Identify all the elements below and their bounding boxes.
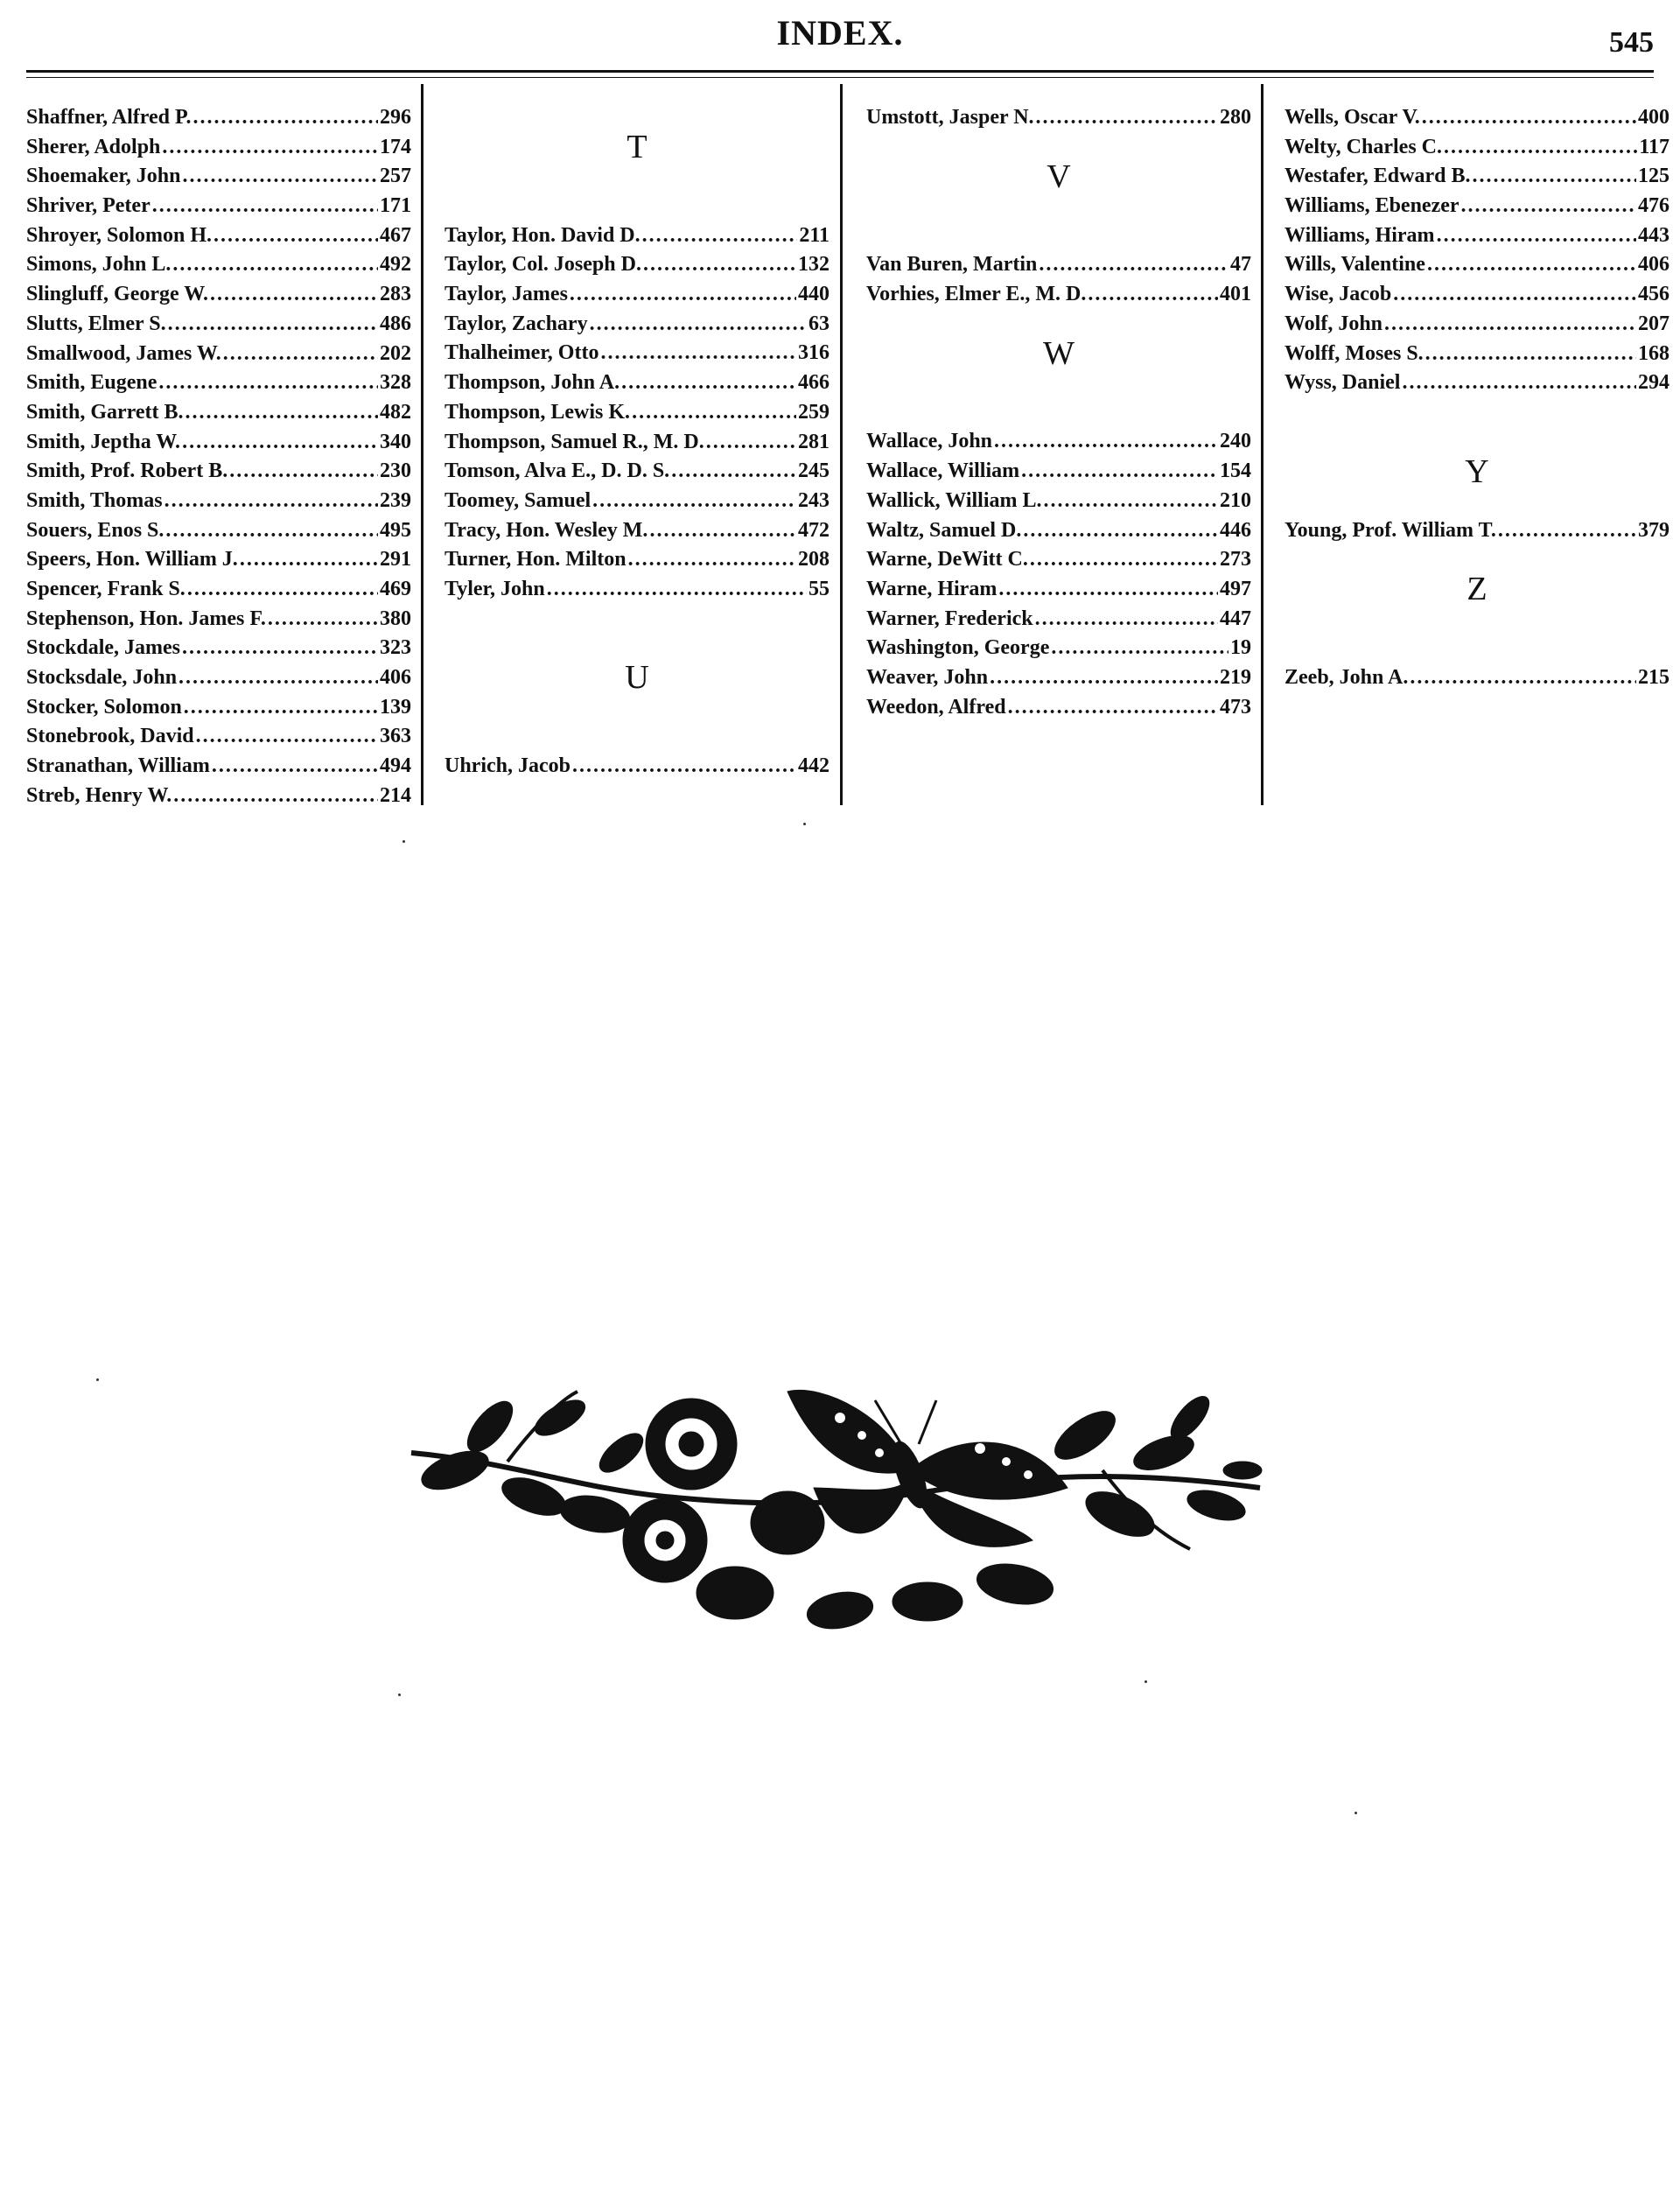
entry-name: Streb, Henry W. <box>26 783 172 807</box>
entry-name: Slingluff, George W. <box>26 283 209 306</box>
entry-name: Smith, Jeptha W. <box>26 430 181 453</box>
entry-page-number: 400 <box>1638 106 1670 129</box>
entry-page-number: 323 <box>380 636 411 660</box>
index-entry <box>26 545 411 575</box>
entry-name: Weaver, John <box>866 665 989 689</box>
leader-dots <box>164 487 378 516</box>
leader-dots <box>1008 693 1218 723</box>
index-entry <box>26 428 411 458</box>
leader-dots <box>1422 103 1636 133</box>
entry-name: Thalheimer, Otto <box>444 341 599 365</box>
column-divider <box>840 84 843 805</box>
entry-name: Williams, Hiram <box>1284 223 1435 247</box>
index-entry <box>1284 663 1670 693</box>
leader-dots <box>998 575 1218 605</box>
index-entry <box>444 545 830 575</box>
entry-name: Wyss, Daniel <box>1284 371 1401 395</box>
leader-dots <box>158 368 378 398</box>
entry-name: Stocker, Solomon <box>26 695 182 719</box>
entry-name: Shroyer, Solomon H. <box>26 223 213 247</box>
index-entry <box>866 103 1251 133</box>
entry-page-number: 380 <box>380 607 411 630</box>
leader-dots <box>990 663 1218 693</box>
entry-page-number: 208 <box>798 548 830 572</box>
entry-name: Smallwood, James W. <box>26 341 221 365</box>
index-entry <box>1284 280 1670 310</box>
entry-name: Wells, Oscar V. <box>1284 106 1420 129</box>
print-speck <box>1354 1812 1357 1814</box>
entry-page-number: 495 <box>380 518 411 542</box>
leader-dots <box>1393 280 1636 310</box>
entry-page-number: 486 <box>380 312 411 335</box>
entry-name: Wallace, William <box>866 459 1020 483</box>
index-entry <box>26 250 411 280</box>
leader-dots <box>165 516 378 546</box>
entry-page-number: 55 <box>808 577 830 600</box>
leader-dots <box>1425 340 1636 369</box>
index-entry <box>1284 162 1670 192</box>
leader-dots <box>192 103 378 133</box>
entry-name: Tyler, John <box>444 577 545 600</box>
entry-page-number: 239 <box>380 488 411 512</box>
section-letter: T <box>626 129 648 165</box>
entry-name: Uhrich, Jacob <box>444 754 570 777</box>
section-letter: W <box>1043 334 1074 372</box>
index-entry <box>26 516 411 546</box>
section-letter: V <box>1046 158 1071 195</box>
entry-page-number: 47 <box>1230 253 1251 277</box>
entry-page-number: 219 <box>1220 665 1251 689</box>
leader-dots <box>212 752 378 782</box>
index-entry <box>444 310 830 340</box>
index-entry <box>26 398 411 428</box>
entry-name: Slutts, Elmer S. <box>26 312 166 335</box>
leader-dots <box>229 457 378 487</box>
index-entry <box>866 457 1251 487</box>
entry-page-number: 168 <box>1638 341 1670 365</box>
print-speck <box>96 1378 99 1381</box>
index-entry <box>866 250 1251 280</box>
entry-name: Taylor, Hon. David D. <box>444 223 640 247</box>
entry-name: Smith, Garrett B. <box>26 400 184 424</box>
index-entry <box>444 428 830 458</box>
index-column-1 <box>26 103 411 811</box>
leader-dots <box>240 545 378 575</box>
index-entry <box>444 280 830 310</box>
entry-page-number: 154 <box>1220 459 1251 483</box>
leader-dots <box>1444 133 1637 163</box>
entry-page-number: 406 <box>1638 253 1670 277</box>
entry-page-number: 316 <box>798 341 830 365</box>
leader-dots <box>1410 663 1636 693</box>
entry-name: Stocksdale, John <box>26 666 178 690</box>
index-entry <box>866 280 1251 310</box>
entry-name: Van Buren, Martin <box>866 253 1038 277</box>
entry-page-number: 243 <box>798 488 830 512</box>
page-number: 545 <box>1609 26 1654 59</box>
leader-dots <box>590 310 807 340</box>
entry-page-number: 472 <box>798 518 830 542</box>
entry-name: Umstott, Jasper N. <box>866 106 1034 129</box>
entry-page-number: 245 <box>798 459 830 483</box>
index-entry <box>1284 250 1670 280</box>
print-speck <box>803 823 806 825</box>
entry-page-number: 240 <box>1220 430 1251 453</box>
index-entry <box>866 516 1251 546</box>
index-entry <box>866 634 1251 663</box>
leader-dots <box>621 368 796 398</box>
print-speck <box>398 1694 401 1696</box>
index-entry <box>1284 192 1670 221</box>
leader-dots <box>1088 280 1218 310</box>
index-entry <box>26 487 411 516</box>
leader-dots <box>1043 487 1218 516</box>
entry-name: Waltz, Samuel D. <box>866 518 1022 542</box>
index-entry <box>26 221 411 251</box>
entry-page-number: 257 <box>380 165 411 188</box>
entry-name: Simons, John L. <box>26 253 172 277</box>
index-entry <box>444 516 830 546</box>
index-entry <box>444 457 830 487</box>
index-entry <box>866 427 1251 457</box>
leader-dots <box>186 398 378 428</box>
leader-dots <box>994 427 1218 457</box>
entry-page-number: 174 <box>380 135 411 158</box>
index-column-2 <box>444 103 830 782</box>
index-entry <box>1284 516 1670 546</box>
entry-page-number: 132 <box>798 253 830 277</box>
entry-name: Stranathan, William <box>26 754 210 778</box>
entry-page-number: 497 <box>1220 577 1251 600</box>
leader-dots <box>173 782 378 811</box>
index-entry <box>26 457 411 487</box>
index-entry <box>26 575 411 605</box>
leader-dots <box>570 280 796 310</box>
leader-dots <box>196 722 378 752</box>
leader-dots <box>600 339 796 368</box>
index-entry <box>866 663 1251 693</box>
entry-page-number: 401 <box>1220 283 1251 306</box>
entry-name: Shriver, Peter <box>26 194 150 218</box>
leader-dots <box>592 487 796 516</box>
entry-name: Tomson, Alva E., D. D. S. <box>444 459 670 483</box>
entry-page-number: 125 <box>1638 165 1670 188</box>
index-entry <box>26 310 411 340</box>
index-entry <box>26 722 411 752</box>
leader-dots <box>1498 516 1636 546</box>
leader-dots <box>214 221 378 251</box>
leader-dots <box>1437 221 1636 251</box>
leader-dots <box>1021 457 1218 487</box>
index-entry <box>444 398 830 428</box>
entry-name: Turner, Hon. Milton <box>444 548 626 572</box>
leader-dots <box>1051 634 1228 663</box>
leader-dots <box>1035 605 1218 635</box>
print-speck <box>402 840 405 843</box>
index-entry <box>444 339 830 368</box>
entry-name: Speers, Hon. William J. <box>26 548 238 572</box>
index-entry <box>26 663 411 693</box>
entry-name: Taylor, Zachary <box>444 312 588 335</box>
index-entry <box>1284 133 1670 163</box>
index-entry <box>26 280 411 310</box>
page-title: INDEX. <box>776 13 904 53</box>
leader-dots <box>1402 368 1636 398</box>
leader-dots <box>632 398 796 428</box>
entry-page-number: 406 <box>380 666 411 690</box>
index-entry <box>444 487 830 516</box>
entry-name: Weedon, Alfred <box>866 695 1006 719</box>
index-entry <box>26 693 411 723</box>
entry-page-number: 482 <box>380 400 411 424</box>
leader-dots <box>1461 192 1636 221</box>
entry-name: Zeeb, John A. <box>1284 665 1409 689</box>
index-entry <box>444 221 830 251</box>
floral-butterfly-ornament-icon <box>402 1365 1278 1663</box>
entry-name: Shaffner, Alfred P. <box>26 106 192 129</box>
leader-dots <box>671 457 796 487</box>
entry-page-number: 202 <box>380 341 411 365</box>
entry-name: Warner, Frederick <box>866 607 1033 630</box>
entry-name: Smith, Prof. Robert B. <box>26 459 228 483</box>
entry-page-number: 443 <box>1638 223 1670 247</box>
entry-name: Shoemaker, John <box>26 165 181 188</box>
leader-dots <box>182 428 378 458</box>
index-entry <box>26 752 411 782</box>
entry-page-number: 469 <box>380 578 411 600</box>
index-entry <box>866 575 1251 605</box>
column-divider <box>1261 84 1264 805</box>
index-entry <box>26 634 411 663</box>
index-entry <box>444 250 830 280</box>
index-entry <box>26 368 411 398</box>
leader-dots <box>223 340 378 369</box>
entry-page-number: 440 <box>798 283 830 306</box>
entry-page-number: 467 <box>380 223 411 247</box>
entry-name: Toomey, Samuel <box>444 488 592 512</box>
entry-name: Thompson, John A. <box>444 371 620 395</box>
entry-name: Welty, Charles C. <box>1284 135 1442 158</box>
leader-dots <box>547 575 807 605</box>
entry-page-number: 63 <box>808 312 830 335</box>
entry-name: Thompson, Lewis K. <box>444 400 631 424</box>
index-entry <box>26 133 411 163</box>
leader-dots <box>1427 250 1636 280</box>
entry-name: Thompson, Samuel R., M. D. <box>444 430 704 453</box>
index-entry <box>866 605 1251 635</box>
leader-dots <box>268 605 378 635</box>
leader-dots <box>210 280 378 310</box>
leader-dots <box>642 221 798 251</box>
entry-name: Stephenson, Hon. James F. <box>26 607 266 630</box>
index-entry <box>444 752 830 782</box>
entry-page-number: 139 <box>380 695 411 719</box>
entry-name: Wise, Jacob <box>1284 283 1392 306</box>
index-entry <box>1284 310 1670 340</box>
entry-name: Smith, Thomas <box>26 488 163 512</box>
index-entry <box>866 487 1251 516</box>
leader-dots <box>172 250 378 280</box>
index-column-3 <box>866 103 1251 722</box>
header-rule-thin <box>26 77 1654 78</box>
index-entry <box>26 103 411 133</box>
leader-dots <box>162 133 378 163</box>
leader-dots <box>1023 516 1218 546</box>
leader-dots <box>187 575 378 605</box>
entry-page-number: 291 <box>380 548 411 572</box>
section-letter: Z <box>1466 571 1488 608</box>
section-letter: Y <box>1465 452 1489 490</box>
entry-name: Stonebrook, David <box>26 725 194 748</box>
entry-page-number: 492 <box>380 253 411 277</box>
leader-dots <box>572 752 796 782</box>
entry-name: Warne, DeWitt C. <box>866 548 1028 572</box>
entry-page-number: 456 <box>1638 283 1670 306</box>
entry-name: Wallace, John <box>866 430 993 453</box>
leader-dots <box>649 516 796 546</box>
entry-page-number: 466 <box>798 371 830 395</box>
header-rule-thick <box>26 70 1654 73</box>
entry-page-number: 215 <box>1638 665 1670 689</box>
entry-name: Souers, Enos S. <box>26 518 164 542</box>
index-entry <box>444 575 830 605</box>
index-entry <box>1284 103 1670 133</box>
entry-page-number: 281 <box>798 430 830 453</box>
entry-page-number: 328 <box>380 371 411 395</box>
leader-dots <box>184 693 378 723</box>
index-entry <box>26 192 411 221</box>
entry-page-number: 363 <box>380 725 411 748</box>
entry-name: Tracy, Hon. Wesley M. <box>444 518 648 542</box>
column-divider <box>421 84 424 805</box>
entry-page-number: 171 <box>380 194 411 218</box>
index-entry <box>1284 221 1670 251</box>
entry-name: Vorhies, Elmer E., M. D. <box>866 283 1087 306</box>
entry-name: Sherer, Adolph <box>26 135 161 158</box>
entry-page-number: 210 <box>1220 488 1251 512</box>
leader-dots <box>182 634 378 663</box>
index-entry <box>26 782 411 811</box>
leader-dots <box>178 663 378 693</box>
entry-page-number: 283 <box>380 283 411 306</box>
index-entry <box>1284 340 1670 369</box>
entry-page-number: 280 <box>1220 106 1251 129</box>
entry-name: Williams, Ebenezer <box>1284 194 1460 218</box>
section-letter: U <box>625 659 649 697</box>
leader-dots <box>1030 545 1218 575</box>
index-entry <box>26 162 411 192</box>
index-entry <box>866 545 1251 575</box>
entry-page-number: 446 <box>1220 518 1251 542</box>
entry-page-number: 294 <box>1638 371 1670 395</box>
entry-page-number: 340 <box>380 430 411 453</box>
entry-page-number: 230 <box>380 459 411 483</box>
entry-name: Spencer, Frank S. <box>26 578 186 600</box>
entry-page-number: 211 <box>799 223 830 247</box>
index-entry <box>26 605 411 635</box>
leader-dots <box>1384 310 1636 340</box>
entry-page-number: 447 <box>1220 607 1251 630</box>
leader-dots <box>152 192 378 221</box>
entry-page-number: 379 <box>1638 518 1670 542</box>
leader-dots <box>643 250 796 280</box>
entry-page-number: 442 <box>798 754 830 777</box>
leader-dots <box>1036 103 1218 133</box>
index-entry <box>444 368 830 398</box>
entry-name: Young, Prof. William T. <box>1284 518 1496 542</box>
print-speck <box>1144 1680 1147 1683</box>
entry-name: Wolf, John <box>1284 312 1383 335</box>
entry-name: Stockdale, James <box>26 636 180 660</box>
leader-dots <box>628 545 796 575</box>
entry-page-number: 476 <box>1638 194 1670 218</box>
entry-name: Wallick, William L. <box>866 488 1042 512</box>
leader-dots <box>1039 250 1228 280</box>
entry-page-number: 117 <box>1639 135 1670 158</box>
leader-dots <box>1472 162 1636 192</box>
index-entry <box>1284 368 1670 398</box>
entry-name: Wolff, Moses S. <box>1284 341 1424 365</box>
leader-dots <box>168 310 378 340</box>
entry-page-number: 259 <box>798 400 830 424</box>
entry-page-number: 473 <box>1220 695 1251 719</box>
entry-name: Warne, Hiram <box>866 577 998 600</box>
leader-dots <box>182 162 378 192</box>
index-entry <box>866 693 1251 723</box>
entry-name: Wills, Valentine <box>1284 253 1425 277</box>
index-column-4 <box>1284 103 1670 693</box>
entry-name: Washington, George <box>866 636 1050 660</box>
entry-name: Taylor, Col. Joseph D. <box>444 253 641 277</box>
entry-name: Westafer, Edward B. <box>1284 165 1471 188</box>
entry-name: Taylor, James <box>444 283 568 306</box>
entry-page-number: 214 <box>380 783 411 807</box>
entry-page-number: 296 <box>380 106 411 129</box>
entry-page-number: 273 <box>1220 548 1251 572</box>
leader-dots <box>706 428 796 458</box>
index-entry <box>26 340 411 369</box>
entry-page-number: 494 <box>380 754 411 778</box>
entry-name: Smith, Eugene <box>26 371 158 395</box>
entry-page-number: 19 <box>1230 636 1251 660</box>
entry-page-number: 207 <box>1638 312 1670 335</box>
